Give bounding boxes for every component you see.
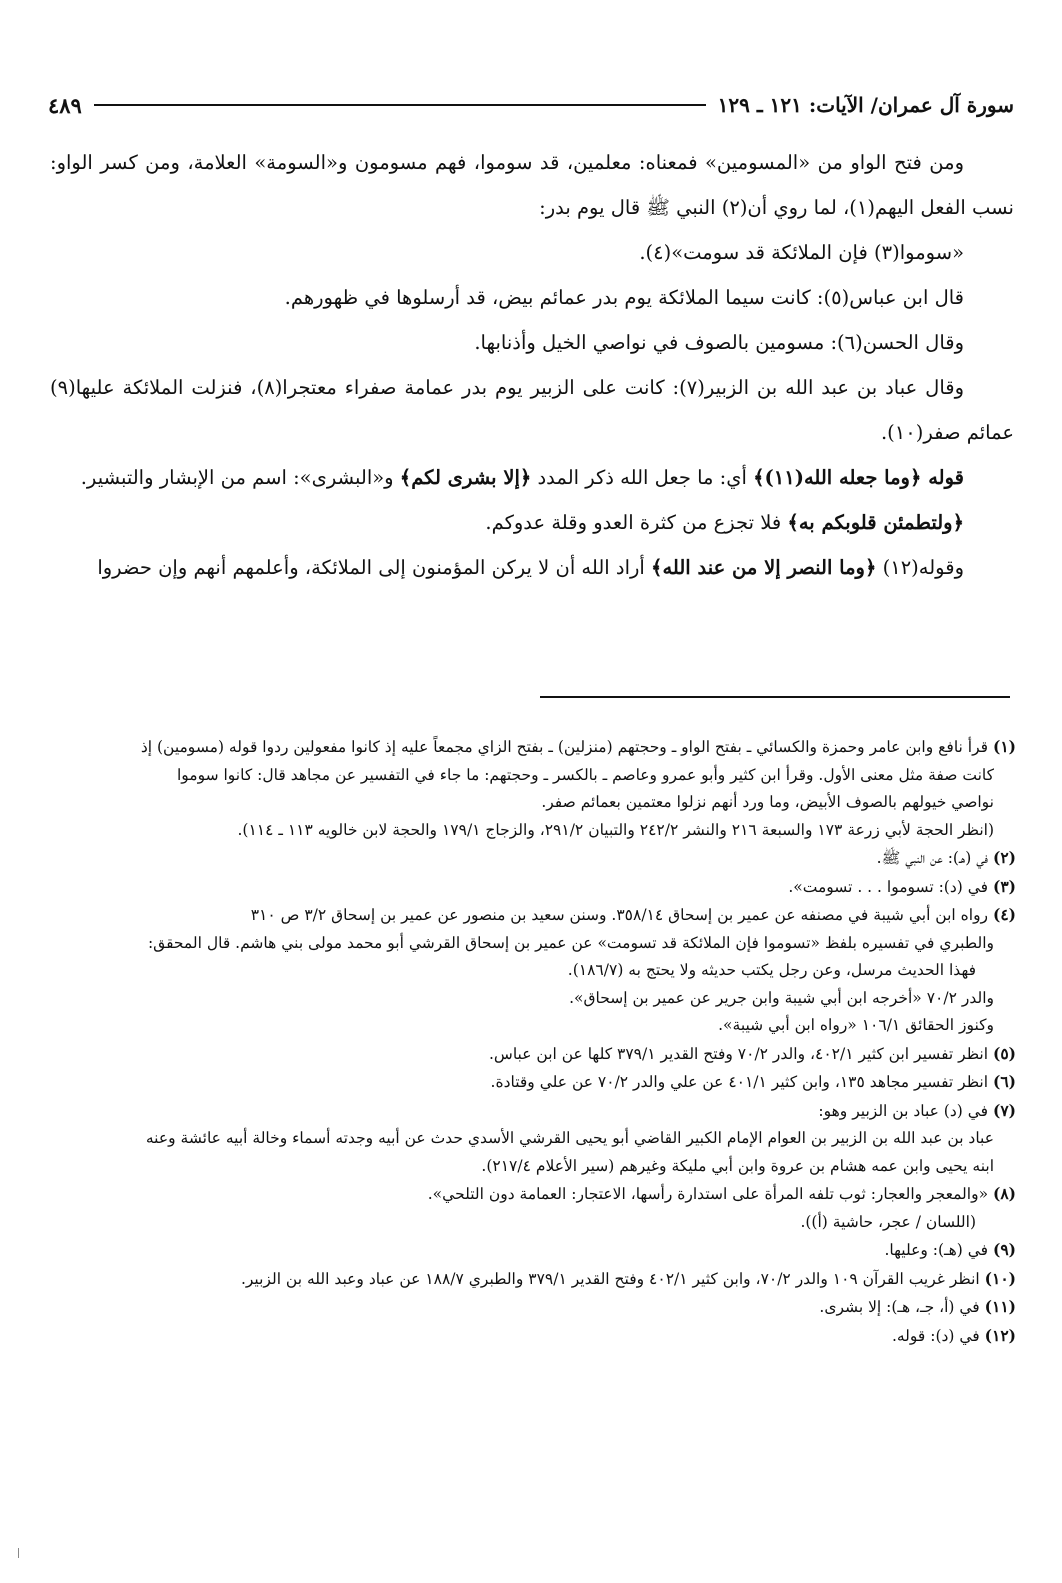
- footnote-number: (٤): [992, 905, 1016, 924]
- text-line: وقال عباد بن عبد الله بن الزبير(٧): كانت على الزبير يوم بدر عمامة صفراء معتجرا(٨)، فنزلت الملائكة عليها(٩): [50, 376, 965, 399]
- footnote-line: (اللسان / عجر، حاشية (أ)).: [800, 1212, 976, 1231]
- footnote-number: (٧): [992, 1100, 1016, 1120]
- paragraph: [50, 545, 1014, 590]
- paragraph: [50, 500, 1014, 545]
- text-run: و«البشرى»: اسم من الإبشار: [159, 466, 400, 489]
- footnote-number: (٢): [992, 848, 1016, 867]
- footnote: [38, 873, 1016, 902]
- footnote-text: في (د) عباد بن الزبير وهو:: [818, 1101, 993, 1120]
- quran-quote: ﴿ولتطمئن قلوبكم به﴾: [787, 511, 964, 534]
- footnote-text: في (أ، جـ، هـ): إلا بشرى.: [819, 1298, 985, 1316]
- quran-quote: ﴿وما النصر إلا من عند الله﴾: [651, 556, 877, 579]
- footnote: [38, 844, 1016, 873]
- paragraph: [50, 455, 1014, 500]
- footnote-number: (٨): [992, 1184, 1016, 1203]
- scan-mark: [18, 1548, 19, 1558]
- page-header: [48, 88, 1014, 122]
- footnote-line: نواصي خيولهم بالصوف الأبيض، وما ورد أنهم نزلوا معتمين بعمائم صفر.: [541, 793, 994, 811]
- footnote-text: في (هـ): وعليها.: [884, 1241, 993, 1259]
- footnote-line: والدر ٧٠/٢ «أخرجه ابن أبي شيبة وابن جرير عن عمير بن إسحاق».: [569, 988, 994, 1007]
- footnote-number: (١٠): [984, 1268, 1016, 1288]
- footnote-number: (١٢): [984, 1325, 1016, 1345]
- footnote-text: انظر تفسير ابن كثير ٤٠٢/١، والدر ٧٠/٢ وفتح القدير ٣٧٩/١ كلها عن ابن عباس.: [488, 1044, 993, 1063]
- footnote-text: رواه ابن أبي شيبة في مصنفه عن عمير بن إسحاق ٣٥٨/١٤. وسنن سعيد بن منصور عن عمير بن إسحاق ٣/٢ ص ٣١٠: [250, 906, 993, 924]
- page-number: ٤٨٩: [48, 92, 82, 118]
- main-text: [50, 140, 1014, 590]
- paragraph: قال ابن عباس(٥): كانت سيما الملائكة يوم بدر عمائم بيض، قد أرسلوها في ظهورهم.: [284, 286, 964, 309]
- footnote-text: انظر غريب القرآن ١٠٩ والدر ٧٠/٢، وابن كثير ٤٠٢/١ وفتح القدير ٣٧٩/١ والطبري ١٨٨/٧ عن عباد وعبد الله بن الزبير.: [240, 1269, 985, 1288]
- footnote-number: (٣): [992, 876, 1016, 896]
- text-run: وقوله(١٢): [876, 556, 964, 579]
- footnote-text: في (د): تسوموا . . . تسومت».: [788, 877, 993, 896]
- footnote-line: وكنوز الحقائق ١٠٦/١ «رواه ابن أبي شيبة».: [718, 1016, 994, 1034]
- footnote-line: كانت صفة مثل معنى الأول. وقرأ ابن كثير وأبو عمرو وعاصم ـ بالكسر ـ وحجتهم: ما جاء في التفسير عن مجاهد قال: كانوا سوموا: [176, 765, 994, 784]
- footnote: [38, 1236, 1016, 1265]
- footnote-number: (٩): [992, 1240, 1016, 1259]
- footnote: [38, 1180, 1016, 1209]
- text-run: أي: ما جعل الله ذكر المدد: [531, 466, 754, 489]
- text-run: فلا تجزع من كثرة العدو وقلة عدوكم.: [485, 511, 788, 534]
- footnote: [38, 733, 1016, 762]
- footnote: [38, 1293, 1016, 1322]
- text-run: أراد الله أن لا يركن المؤمنون إلى الملائكة، وأعلمهم أنهم وإن حضروا: [97, 556, 652, 579]
- footnote: [38, 901, 1016, 930]
- running-head-title: سورة آل عمران/ الآيات: ١٢١ ـ ١٢٩: [717, 93, 1014, 117]
- footnote-text: قرأ نافع وابن عامر وحمزة والكسائي ـ بفتح الواو ـ وحجتهم (منزلين) ـ بفتح الزاي مجمعاً عليه إذ كانوا مفعولين ردوا قوله (مسومين) إذ: [140, 738, 993, 756]
- footnote-line: والطبري في تفسيره بلفظ «تسوموا فإن الملائكة قد تسومت» عن عمير بن إسحاق القرشي أبو محمد مولى بني هاشم. قال المحقق:: [147, 933, 994, 952]
- footnote-line: ابنه يحيى وابن عمه هشام بن عروة وابن أبي مليكة وغيرهم (سير الأعلام ٢١٧/٤).: [481, 1156, 994, 1175]
- header-rule: [94, 104, 706, 106]
- quran-quote: ﴿إلا بشرى لكم﴾: [399, 466, 532, 489]
- footnote-text: «والمعجر والعجار: ثوب تلفه المرأة على استدارة رأسها، الاعتجار: العمامة دون التلحي».: [427, 1185, 993, 1203]
- text-line: عمائم صفر(١٠).: [880, 421, 1014, 444]
- footnote-number: (١): [992, 737, 1016, 756]
- footnote-line: (انظر الحجة لأبي زرعة ١٧٣ والسبعة ٢١٦ والنشر ٢٤٢/٢ والتبيان ٢٩١/٢، والزجاج ١٧٩/١ والحجة لابن خالويه ١١٣ ـ ١١٤).: [237, 820, 994, 839]
- text-run: قوله: [921, 466, 964, 489]
- footnote-number: (٥): [992, 1043, 1016, 1063]
- paragraph: [50, 140, 1014, 230]
- footnote: [38, 1040, 1016, 1069]
- footnotes: [38, 733, 1016, 1350]
- footnote-text: في (هـ): عن النبي ﷺ.: [876, 849, 993, 867]
- quran-quote: ﴿وما جعله الله(١١)﴾: [753, 466, 922, 489]
- footnote-line: فهذا الحديث مرسل، وعن رجل يكتب حديثه ولا يحتج به (١٨٦/٧).: [567, 961, 976, 979]
- text-line: نسب الفعل اليهم(١)، لما روي أن(٢) النبي ﷺ قال يوم بدر:: [539, 196, 1014, 219]
- text-line: ومن فتح الواو من «المسومين» فمعناه: معلمين، قد سوموا، فهم مسومون و«السومة» العلامة، ومن كسر الواو:: [50, 151, 964, 174]
- footnote: [38, 1265, 1016, 1294]
- hadith-quote: «سوموا(٣) فإن الملائكة قد سومت»(٤).: [639, 241, 964, 264]
- footnote-separator: [540, 696, 1010, 698]
- paragraph: وقال الحسن(٦): مسومين بالصوف في نواصي الخيل وأذنابها.: [474, 331, 964, 354]
- text-line: والتبشير.: [80, 466, 154, 489]
- footnote-number: (٦): [992, 1072, 1016, 1091]
- footnote-line: عباد بن عبد الله بن الزبير بن العوام الإمام الكبير القاضي أبو يحيى القرشي الأسدي حدث عن أبيه وجدته أسماء وخالة أبيه عائشة وعنه: [145, 1129, 994, 1147]
- footnote-text: في (د): قوله.: [891, 1326, 985, 1345]
- footnote: [38, 1068, 1016, 1097]
- footnote-number: (١١): [984, 1297, 1016, 1316]
- footnote: [38, 1097, 1016, 1126]
- paragraph: [50, 365, 1014, 455]
- footnote: [38, 1322, 1016, 1351]
- footnote-text: انظر تفسير مجاهد ١٣٥، وابن كثير ٤٠١/١ عن علي والدر ٧٠/٢ عن علي وقتادة.: [490, 1073, 993, 1091]
